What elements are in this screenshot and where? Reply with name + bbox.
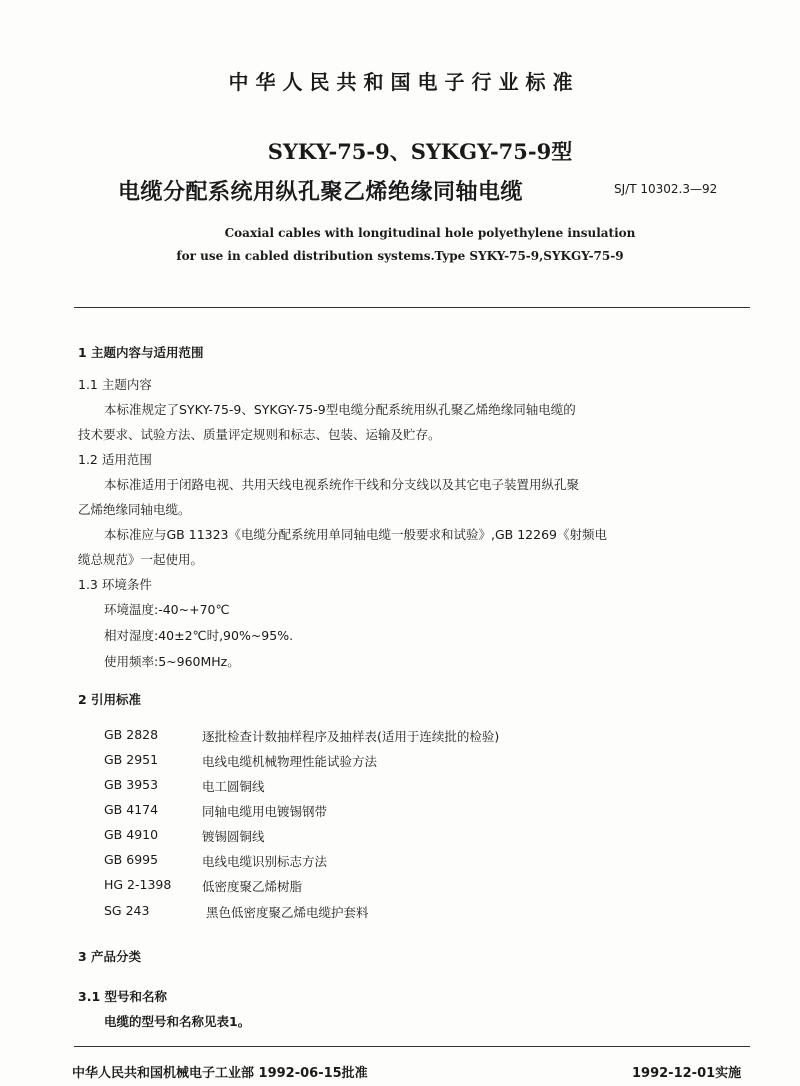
- implementation-date: 1992-12-01实施: [632, 1066, 742, 1081]
- standard-number: SJ/T 10302.3—92: [614, 182, 718, 196]
- paragraph: 电缆的型号和名称见表1。: [104, 1014, 251, 1029]
- issuing-body-title: 中华人民共和国电子行业标准: [228, 70, 580, 94]
- document-title-main: 电缆分配系统用纵孔聚乙烯绝缘同轴电缆: [118, 180, 524, 205]
- reference-name: 电线电缆识别标志方法: [202, 854, 328, 869]
- paragraph-continued: 技术要求、试验方法、质量评定规则和标志、包装、运输及贮存。: [78, 427, 441, 442]
- reference-code: HG 2-1398: [104, 877, 172, 892]
- reference-code: GB 3953: [104, 777, 159, 792]
- paragraph-continued: 乙烯绝缘同轴电缆。: [78, 502, 191, 517]
- paragraph: 本标准适用于闭路电视、共用天线电视系统作干线和分支线以及其它电子装置用纵孔聚: [104, 477, 580, 492]
- reference-name: 低密度聚乙烯树脂: [202, 879, 303, 894]
- section-1-heading: 1 主题内容与适用范围: [78, 345, 204, 360]
- reference-name: 同轴电缆用电镀锡钢带: [202, 804, 328, 819]
- reference-code: GB 4910: [104, 827, 159, 842]
- section-1-1-heading: 1.1 主题内容: [78, 377, 152, 392]
- reference-code: GB 2828: [104, 727, 159, 742]
- reference-code: GB 2951: [104, 752, 159, 767]
- section-2-heading: 2 引用标准: [78, 692, 142, 707]
- header-divider: [74, 307, 750, 308]
- section-3-heading: 3 产品分类: [78, 949, 142, 964]
- reference-name: 电工圆铜线: [202, 779, 265, 794]
- reference-name: 电线电缆机械物理性能试验方法: [202, 754, 378, 769]
- reference-code: GB 4174: [104, 802, 159, 817]
- paragraph: 本标准规定了SYKY-75-9、SYKGY-75-9型电缆分配系统用纵孔聚乙烯绝缘同轴电缆的: [104, 402, 576, 417]
- condition-frequency: 使用频率:5~960MHz。: [104, 654, 240, 669]
- condition-temperature: 环境温度:-40~+70℃: [104, 602, 230, 617]
- reference-name: 逐批检查计数抽样程序及抽样表(适用于连续批的检验): [202, 729, 500, 744]
- section-1-3-heading: 1.3 环境条件: [78, 577, 152, 592]
- section-3-1-heading: 3.1 型号和名称: [78, 989, 167, 1004]
- reference-name: 黑色低密度聚乙烯电缆护套料: [206, 905, 369, 920]
- english-title-line-1: Coaxial cables with longitudinal hole polyethylene insulation: [224, 226, 636, 240]
- reference-code: GB 6995: [104, 852, 159, 867]
- reference-code: SG 243: [104, 903, 150, 918]
- english-title-line-2: for use in cabled distribution systems.Type SYKY-75-9,SYKGY-75-9: [176, 249, 624, 263]
- condition-humidity: 相对湿度:40±2℃时,90%~95%.: [104, 628, 294, 643]
- paragraph: 本标准应与GB 11323《电缆分配系统用单同轴电缆一般要求和试验》,GB 12269《射频电: [104, 527, 607, 542]
- reference-name: 镀锡圆铜线: [202, 829, 265, 844]
- approval-statement: 中华人民共和国机械电子工业部 1992-06-15批准: [72, 1066, 368, 1081]
- document-title-models: SYKY-75-9、SYKGY-75-9型: [267, 139, 573, 164]
- section-1-2-heading: 1.2 适用范围: [78, 452, 152, 467]
- paragraph-continued: 缆总规范》一起使用。: [78, 552, 204, 567]
- footer-divider: [74, 1046, 750, 1047]
